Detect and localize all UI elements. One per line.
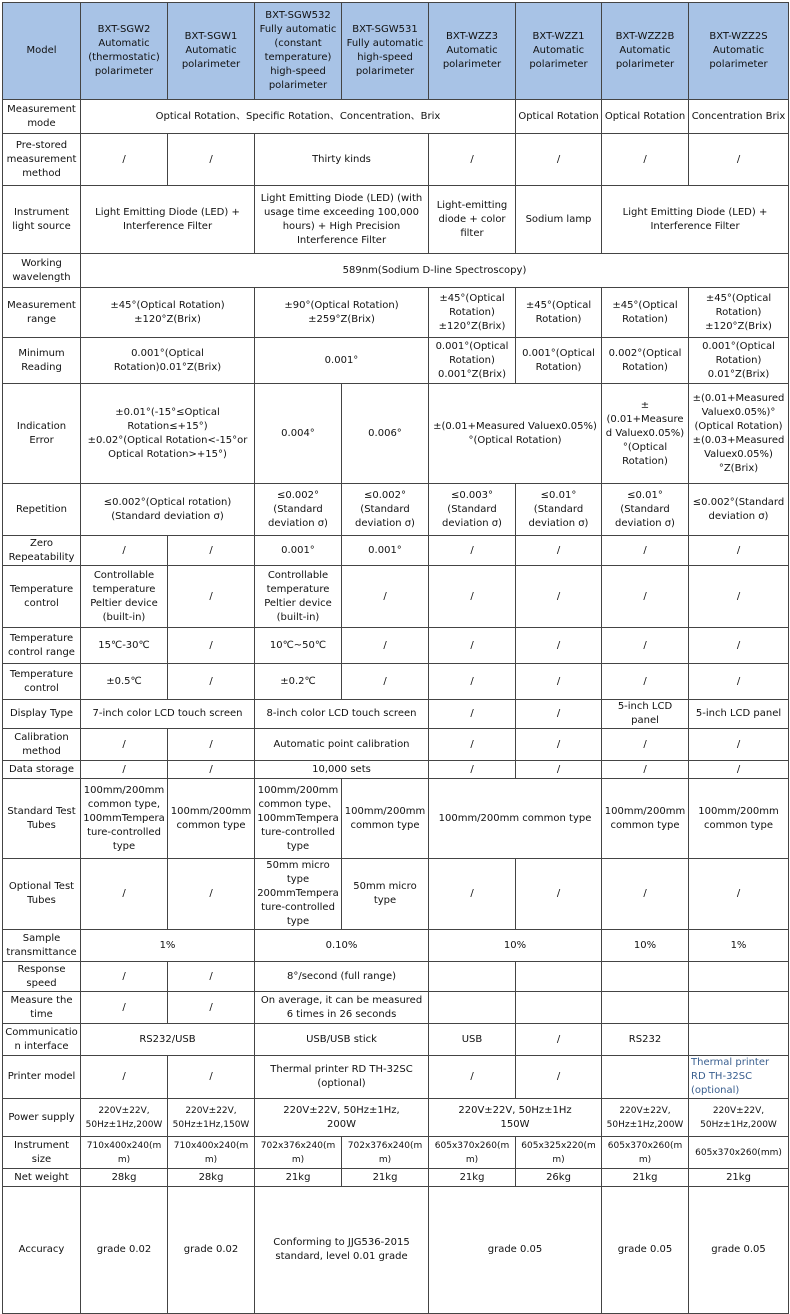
- table-cell: /: [168, 134, 255, 186]
- table-cell: 28kg: [81, 1169, 168, 1187]
- table-cell: USB: [429, 1024, 516, 1056]
- row-label: Communication interface: [3, 1024, 81, 1056]
- table-cell: 21kg: [255, 1169, 342, 1187]
- table-cell: /: [168, 992, 255, 1024]
- table-cell: 100mm/200mm common type: [602, 779, 689, 859]
- table-row: [3, 992, 789, 1024]
- table-cell: /: [602, 664, 689, 700]
- table-cell: /: [81, 992, 168, 1024]
- table-cell: /: [168, 628, 255, 664]
- table-row: [3, 186, 789, 254]
- row-label: Calibration method: [3, 729, 81, 761]
- table-cell: 10%: [429, 930, 602, 962]
- table-cell: Controllable temperature Peltier device (built-in): [81, 566, 168, 628]
- table-cell: /: [342, 664, 429, 700]
- table-cell: 220V±22V, 50Hz±1Hz,200W: [81, 1099, 168, 1137]
- row-label: Temperature control: [3, 566, 81, 628]
- table-row: [3, 536, 789, 566]
- table-cell: ±(0.01+Measured Valuex0.05%)°(Optical Rotation) ±(0.03+Measured Valuex0.05%)°Z(Brix): [689, 384, 789, 484]
- table-cell: ±45°(Optical Rotation): [602, 288, 689, 338]
- table-cell: Optical Rotation: [516, 100, 602, 134]
- table-cell: 8°/second (full range): [255, 962, 429, 992]
- table-cell: /: [516, 536, 602, 566]
- table-cell: 605x370x260(mm): [689, 1137, 789, 1169]
- table-cell: RS232/USB: [81, 1024, 255, 1056]
- table-row: [3, 729, 789, 761]
- table-cell: 220V±22V, 50Hz±1Hz,200W: [689, 1099, 789, 1137]
- table-cell: Controllable temperature Peltier device (built-in): [255, 566, 342, 628]
- table-cell: Optical Rotation: [602, 100, 689, 134]
- table-cell: 100mm/200mmcommon type: [342, 779, 429, 859]
- table-cell: /: [342, 566, 429, 628]
- table-cell: 100mm/200mmcommon type、100mmTemperature-controlled type: [255, 779, 342, 859]
- table-cell: [516, 962, 602, 992]
- table-cell: [602, 962, 689, 992]
- table-cell: /: [602, 859, 689, 930]
- table-row: [3, 779, 789, 859]
- table-cell: 21kg: [429, 1169, 516, 1187]
- table-row: [3, 100, 789, 134]
- table-cell: Light Emitting Diode (LED) + Interference Filter: [81, 186, 255, 254]
- table-cell: /: [689, 729, 789, 761]
- table-cell: 0.001°: [255, 536, 342, 566]
- table-cell: /: [516, 134, 602, 186]
- row-label: Pre-stored measurement method: [3, 134, 81, 186]
- table-cell: Sodium lamp: [516, 186, 602, 254]
- table-cell: /: [516, 700, 602, 729]
- table-cell: /: [168, 566, 255, 628]
- table-cell: /: [81, 729, 168, 761]
- table-cell: 100mm/200mm common type: [429, 779, 602, 859]
- table-row: [3, 1099, 789, 1137]
- row-label: Measure the time: [3, 992, 81, 1024]
- table-cell: /: [689, 761, 789, 779]
- table-row: [3, 566, 789, 628]
- table-cell: [516, 992, 602, 1024]
- table-cell: Thirty kinds: [255, 134, 429, 186]
- table-cell: Concentration Brix: [689, 100, 789, 134]
- table-row: [3, 628, 789, 664]
- table-cell: /: [81, 1056, 168, 1099]
- table-cell: /: [689, 859, 789, 930]
- table-cell: /: [429, 700, 516, 729]
- table-cell: /: [81, 962, 168, 992]
- table-cell: 605x370x260(mm): [429, 1137, 516, 1169]
- table-cell: 0.001°: [255, 338, 429, 384]
- row-label: Response speed: [3, 962, 81, 992]
- model-header-cell: BXT-WZZ3 Automatic polarimeter: [429, 3, 516, 100]
- table-cell: Light Emitting Diode (LED) + Interference Filter: [602, 186, 789, 254]
- table-cell: /: [516, 1024, 602, 1056]
- table-cell: 220V±22V, 50Hz±1Hz,150W: [168, 1099, 255, 1137]
- table-cell: Light Emitting Diode (LED) (with usage time exceeding 100,000 hours) + High Precision Interference Filter: [255, 186, 429, 254]
- table-cell: 0.001°(Optical Rotation)0.01°Z(Brix): [81, 338, 255, 384]
- table-cell: 702x376x240(mm): [255, 1137, 342, 1169]
- table-cell: 50mm micro type 200mmTemperature-controlled type: [255, 859, 342, 930]
- table-cell: /: [689, 664, 789, 700]
- table-row: [3, 1024, 789, 1056]
- table-cell: /: [81, 134, 168, 186]
- model-header: Model: [3, 3, 81, 100]
- table-cell: [429, 962, 516, 992]
- row-label: Instrument size: [3, 1137, 81, 1169]
- model-header-cell: BXT-WZZ1 Automatic polarimeter: [516, 3, 602, 100]
- polarimeter-spec-table: [2, 2, 789, 1314]
- table-cell: /: [429, 566, 516, 628]
- table-cell: /: [516, 664, 602, 700]
- table-cell: /: [602, 566, 689, 628]
- model-header-cell: BXT-SGW532 Fully automatic (constant temperature) high-speed polarimeter: [255, 3, 342, 100]
- table-cell: grade 0.02: [81, 1187, 168, 1314]
- model-header-cell: BXT-SGW531 Fully automatic high-speed polarimeter: [342, 3, 429, 100]
- table-cell: 710x400x240(mm): [81, 1137, 168, 1169]
- table-cell: [689, 992, 789, 1024]
- table-cell: ±90°(Optical Rotation)±259°Z(Brix): [255, 288, 429, 338]
- table-cell: 0.001°(Optical Rotation): [516, 338, 602, 384]
- table-cell: ±0.5℃: [81, 664, 168, 700]
- table-cell: [602, 992, 689, 1024]
- row-label: Minimum Reading: [3, 338, 81, 384]
- table-cell: 10%: [602, 930, 689, 962]
- table-cell: Thermal printer RD TH-32SC (optional): [689, 1056, 789, 1099]
- table-cell: 605x325x220(mm): [516, 1137, 602, 1169]
- table-cell: USB/USB stick: [255, 1024, 429, 1056]
- table-row: [3, 338, 789, 384]
- table-cell: /: [81, 859, 168, 930]
- table-cell: /: [602, 729, 689, 761]
- table-cell: /: [516, 1056, 602, 1099]
- table-cell: 589nm(Sodium D-line Spectroscopy): [81, 254, 789, 288]
- table-cell: ≤0.002°(Standard deviation σ): [689, 484, 789, 536]
- table-cell: /: [168, 962, 255, 992]
- table-cell: ≤0.01° (Standard deviation σ): [516, 484, 602, 536]
- table-cell: /: [602, 134, 689, 186]
- table-row: [3, 254, 789, 288]
- table-cell: 0.002°(Optical Rotation): [602, 338, 689, 384]
- table-cell: 702x376x240(mm): [342, 1137, 429, 1169]
- table-row: [3, 288, 789, 338]
- row-label: Data storage: [3, 761, 81, 779]
- table-cell: Thermal printer RD TH-32SC (optional): [255, 1056, 429, 1099]
- table-cell: Automatic point calibration: [255, 729, 429, 761]
- row-label: Accuracy: [3, 1187, 81, 1314]
- table-row: [3, 859, 789, 930]
- table-cell: 21kg: [342, 1169, 429, 1187]
- table-row: [3, 1056, 789, 1099]
- table-cell: RS232: [602, 1024, 689, 1056]
- table-row: [3, 664, 789, 700]
- table-cell: 26kg: [516, 1169, 602, 1187]
- table-cell: 100mm/200mm common type, 100mmTemperature-controlled type: [81, 779, 168, 859]
- table-cell: [689, 1024, 789, 1056]
- table-cell: grade 0.05: [602, 1187, 689, 1314]
- table-cell: ≤0.01° (Standard deviation σ): [602, 484, 689, 536]
- row-label: Sample transmittance: [3, 930, 81, 962]
- table-cell: 10,000 sets: [255, 761, 429, 779]
- table-cell: /: [429, 1056, 516, 1099]
- table-cell: Optical Rotation、Specific Rotation、Concentration、Brix: [81, 100, 516, 134]
- table-cell: 220V±22V, 50Hz±1Hz 150W: [429, 1099, 602, 1137]
- model-header-cell: BXT-WZZ2B Automatic polarimeter: [602, 3, 689, 100]
- table-cell: [689, 962, 789, 992]
- table-cell: 15℃-30℃: [81, 628, 168, 664]
- table-cell: /: [689, 628, 789, 664]
- table-cell: /: [429, 859, 516, 930]
- table-cell: /: [602, 761, 689, 779]
- row-label: Measurement range: [3, 288, 81, 338]
- table-cell: 0.10%: [255, 930, 429, 962]
- table-cell: 710x400x240(mm): [168, 1137, 255, 1169]
- table-cell: ≤0.002°(Standard deviation σ): [342, 484, 429, 536]
- table-cell: On average, it can be measured 6 times in 26 seconds: [255, 992, 429, 1024]
- row-label: Instrument light source: [3, 186, 81, 254]
- table-cell: 0.001°(Optical Rotation) 0.01°Z(Brix): [689, 338, 789, 384]
- table-row: [3, 1169, 789, 1187]
- table-cell: grade 0.05: [429, 1187, 602, 1314]
- table-cell: /: [602, 628, 689, 664]
- table-cell: 0.006°: [342, 384, 429, 484]
- table-cell: /: [516, 729, 602, 761]
- table-cell: 605x370x260(mm): [602, 1137, 689, 1169]
- table-cell: /: [168, 729, 255, 761]
- table-cell: ±0.2℃: [255, 664, 342, 700]
- row-label: Printer model: [3, 1056, 81, 1099]
- table-cell: 100mm/200mm common type: [168, 779, 255, 859]
- table-cell: grade 0.02: [168, 1187, 255, 1314]
- table-cell: 8-inch color LCD touch screen: [255, 700, 429, 729]
- table-row: [3, 1137, 789, 1169]
- table-cell: 50mm micro type: [342, 859, 429, 930]
- table-cell: Conforming to JJG536-2015 standard, level 0.01 grade: [255, 1187, 429, 1314]
- table-cell: 0.001°(Optical Rotation) 0.001°Z(Brix): [429, 338, 516, 384]
- table-cell: 5-inch LCD panel: [602, 700, 689, 729]
- table-row: [3, 962, 789, 992]
- table-cell: ±(0.01+Measured Valuex0.05%)°(Optical Rotation): [429, 384, 602, 484]
- table-cell: /: [168, 536, 255, 566]
- table-cell: /: [81, 536, 168, 566]
- table-row: [3, 484, 789, 536]
- table-cell: /: [81, 761, 168, 779]
- row-label: Temperature control: [3, 664, 81, 700]
- table-cell: /: [429, 761, 516, 779]
- row-label: Power supply: [3, 1099, 81, 1137]
- table-cell: /: [689, 566, 789, 628]
- row-label: Repetition: [3, 484, 81, 536]
- table-cell: ±45°(Optical Rotation) ±120°Z(Brix): [429, 288, 516, 338]
- row-label: Measurement mode: [3, 100, 81, 134]
- table-cell: ±0.01°(-15°≤Optical Rotation≤+15°) ±0.02°(Optical Rotation<-15°or Optical Rotation>+15°): [81, 384, 255, 484]
- table-cell: ±45°(Optical Rotation): [516, 288, 602, 338]
- table-cell: /: [168, 664, 255, 700]
- table-cell: [429, 992, 516, 1024]
- table-cell: ±45°(Optical Rotation)±120°Z(Brix): [81, 288, 255, 338]
- model-header-cell: BXT-SGW2 Automatic (thermostatic) polarimeter: [81, 3, 168, 100]
- table-row: [3, 700, 789, 729]
- table-cell: 0.001°: [342, 536, 429, 566]
- table-cell: 28kg: [168, 1169, 255, 1187]
- table-cell: 220V±22V, 50Hz±1Hz, 200W: [255, 1099, 429, 1137]
- table-cell: /: [516, 566, 602, 628]
- table-cell: 0.004°: [255, 384, 342, 484]
- model-header-cell: BXT-WZZ2S Automatic polarimeter: [689, 3, 789, 100]
- table-cell: /: [342, 628, 429, 664]
- table-cell: /: [168, 761, 255, 779]
- table-cell: grade 0.05: [689, 1187, 789, 1314]
- table-row: [3, 761, 789, 779]
- table-cell: 1%: [689, 930, 789, 962]
- table-cell: 5-inch LCD panel: [689, 700, 789, 729]
- table-cell: /: [429, 536, 516, 566]
- table-cell: /: [429, 134, 516, 186]
- row-label: Display Type: [3, 700, 81, 729]
- model-header-cell: BXT-SGW1 Automatic polarimeter: [168, 3, 255, 100]
- row-label: Temperature control range: [3, 628, 81, 664]
- row-label: Optional Test Tubes: [3, 859, 81, 930]
- row-label: Net weight: [3, 1169, 81, 1187]
- table-cell: /: [689, 134, 789, 186]
- table-cell: /: [689, 536, 789, 566]
- table-cell: /: [516, 859, 602, 930]
- table-cell: ≤0.003°(Standard deviation σ): [429, 484, 516, 536]
- table-cell: 100mm/200mm common type: [689, 779, 789, 859]
- table-cell: [602, 1056, 689, 1099]
- row-label: Working wavelength: [3, 254, 81, 288]
- table-cell: 1%: [81, 930, 255, 962]
- table-cell: /: [602, 536, 689, 566]
- row-label: Zero Repeatability: [3, 536, 81, 566]
- table-cell: /: [429, 729, 516, 761]
- table-cell: /: [516, 628, 602, 664]
- row-label: Indication Error: [3, 384, 81, 484]
- table-cell: /: [516, 761, 602, 779]
- table-cell: 10℃~50℃: [255, 628, 342, 664]
- table-cell: Light-emitting diode + color filter: [429, 186, 516, 254]
- table-cell: ≤0.002° (Standard deviation σ): [255, 484, 342, 536]
- table-row: [3, 930, 789, 962]
- table-row: [3, 384, 789, 484]
- table-cell: /: [168, 859, 255, 930]
- header-row: [3, 3, 789, 100]
- table-cell: ±45°(Optical Rotation) ±120°Z(Brix): [689, 288, 789, 338]
- table-cell: /: [429, 628, 516, 664]
- row-label: Standard Test Tubes: [3, 779, 81, 859]
- table-cell: /: [429, 664, 516, 700]
- table-cell: 7-inch color LCD touch screen: [81, 700, 255, 729]
- table-cell: 21kg: [689, 1169, 789, 1187]
- table-cell: 21kg: [602, 1169, 689, 1187]
- table-cell: 220V±22V, 50Hz±1Hz,200W: [602, 1099, 689, 1137]
- table-cell: ≤0.002°(Optical rotation) (Standard deviation σ): [81, 484, 255, 536]
- table-cell: /: [168, 1056, 255, 1099]
- table-row: [3, 134, 789, 186]
- table-cell: ±(0.01+Measured Valuex0.05%)°(Optical Rotation): [602, 384, 689, 484]
- table-row: [3, 1187, 789, 1314]
